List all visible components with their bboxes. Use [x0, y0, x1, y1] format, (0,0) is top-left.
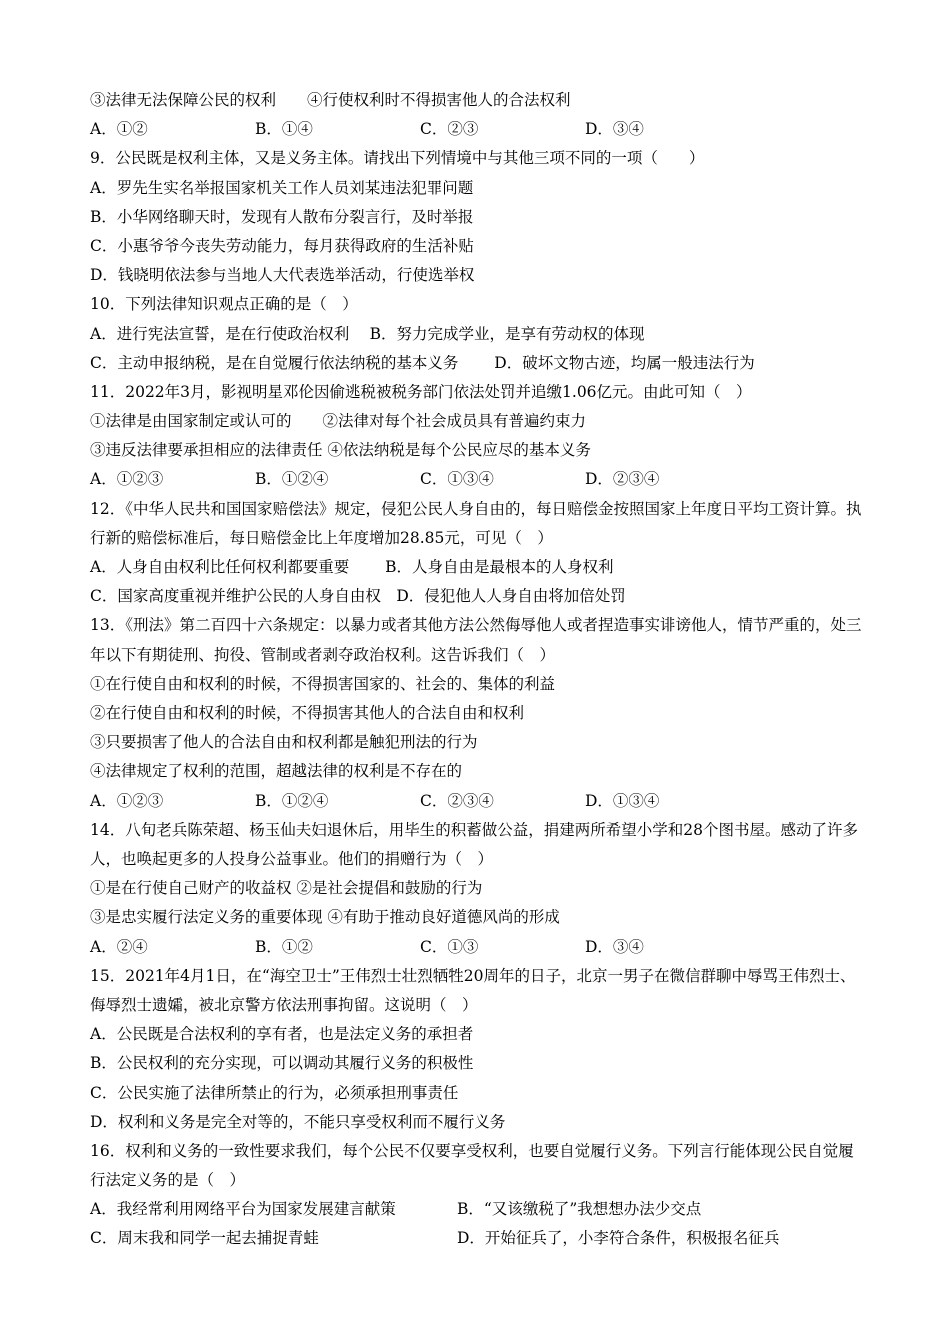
option-c: C．①③④	[420, 470, 494, 489]
options-ab: A．人身自由权利比任何权利都要重要 B．人身自由是最根本的人身权利	[90, 558, 614, 577]
option-c: C．周末我和同学一起去捕捉青蛙	[90, 1229, 319, 1248]
option-b: B．公民权利的充分实现，可以调动其履行义务的积极性	[90, 1054, 474, 1073]
statement-line: ②在行使自由和权利的时候，不得损害其他人的合法自由和权利	[90, 704, 525, 722]
option-a: A．罗先生实名举报国家机关工作人员刘某违法犯罪问题	[90, 178, 474, 197]
option-c: C．公民实施了法律所禁止的行为，必须承担刑事责任	[90, 1083, 459, 1102]
statement-line: ③法律无法保障公民的权利 ④行使权利时不得损害他人的合法权利	[90, 91, 571, 109]
statement-line: ①法律是由国家制定或认可的 ②法律对每个社会成员具有普遍约束力	[90, 412, 587, 431]
option-d: D．②③④	[585, 470, 660, 489]
option-b: B．①②	[255, 937, 313, 956]
option-a: A．①②③	[90, 791, 164, 810]
options-cd: C．主动申报纳税，是在自觉履行依法纳税的基本义务 D．破坏文物古迹，均属一般违法行为	[90, 353, 755, 372]
option-d: D．钱晓明依法参与当地人大代表选举活动，行使选举权	[90, 266, 475, 285]
option-a: A．①②③	[90, 470, 164, 489]
option-c: C．小惠爷爷今丧失劳动能力，每月获得政府的生活补贴	[90, 236, 474, 255]
question-9: 9．公民既是权利主体，又是义务主体。请找出下列情境中与其他三项不同的一项（ ）	[90, 149, 705, 168]
question-15: 15．2021年4月1日，在“海空卫士”王伟烈士壮烈牺牲20周年的日子，北京一男子在微信群聊中辱骂王伟烈士、侮辱烈士遗孀，被北京警方依法刑事拘留。这说明（ ）	[90, 966, 856, 1014]
option-b: B．①④	[255, 120, 313, 139]
option-c: C．②③	[420, 120, 479, 139]
statement-line: ①在行使自由和权利的时候，不得损害国家的、社会的、集体的利益	[90, 674, 556, 693]
statement-line: ①是在行使自己财产的收益权 ②是社会提倡和鼓励的行为	[90, 879, 483, 898]
exam-page	[90, 86, 865, 1254]
option-b: B．①②④	[255, 791, 329, 810]
option-c: C．①③	[420, 937, 479, 956]
option-a: A．①②	[90, 120, 148, 139]
question-14: 14．八旬老兵陈荣超、杨玉仙夫妇退休后，用毕生的积蓄做公益，捐建两所希望小学和28个图书屋。感动了许多人，也唤起更多的人投身公益事业。他们的捐赠行为（ ）	[90, 820, 858, 868]
option-d: D．权利和义务是完全对等的，不能只享受权利而不履行义务	[90, 1112, 506, 1131]
statement-line: ④法律规定了权利的范围，超越法律的权利是不存在的	[90, 762, 463, 781]
statement-line: ③违反法律要承担相应的法律责任 ④依法纳税是每个公民应尽的基本义务	[90, 441, 591, 460]
answer-options	[90, 787, 865, 816]
option-d: D．开始征兵了，小李符合条件，积极报名征兵	[457, 1229, 780, 1248]
option-b: B．①②④	[255, 470, 329, 489]
answer-options	[90, 933, 865, 962]
question-12: 12．《中华人民共和国国家赔偿法》规定，侵犯公民人身自由的，每日赔偿金按照国家上年度日平均工资计算。执行新的赔偿标准后，每日赔偿金比上年度增加28.85元，可见（ ）	[90, 499, 862, 547]
statement-line: ③只要损害了他人的合法自由和权利都是触犯刑法的行为	[90, 733, 478, 752]
option-b: B．“又该缴税了”我想想办法少交点	[457, 1200, 702, 1219]
question-16: 16．权利和义务的一致性要求我们，每个公民不仅要享受权利，也要自觉履行义务。下列言行能体现公民自觉履行法定义务的是（ ）	[90, 1141, 854, 1190]
option-d: D．③④	[585, 937, 644, 956]
question-11: 11．2022年3月，影视明星邓伦因偷逃税被税务部门依法处罚并追缴1.06亿元。由此可知（ ）	[90, 382, 752, 401]
question-13: 13．《刑法》第二百四十六条规定：以暴力或者其他方法公然侮辱他人或者捏造事实诽谤他人，情节严重的，处三年以下有期徒刑、拘役、管制或者剥夺政治权利。这告诉我们（ ）	[90, 616, 862, 664]
options-ab	[90, 1195, 865, 1224]
options-cd: C．国家高度重视并维护公民的人身自由权 D．侵犯他人人身自由将加倍处罚	[90, 587, 626, 606]
options-cd	[90, 1224, 865, 1253]
statement-line: ③是忠实履行法定义务的重要体现 ④有助于推动良好道德风尚的形成	[90, 908, 560, 927]
option-d: D．①③④	[585, 791, 660, 810]
option-b: B．小华网络聊天时，发现有人散布分裂言行，及时举报	[90, 207, 474, 226]
options-ab: A．进行宪法宣誓，是在行使政治权利 B．努力完成学业，是享有劳动权的体现	[90, 324, 645, 343]
answer-options	[90, 465, 865, 494]
question-10: 10．下列法律知识观点正确的是（ ）	[90, 295, 358, 314]
answer-options	[90, 115, 865, 144]
option-d: D．③④	[585, 120, 644, 139]
option-a: A．公民既是合法权利的享有者，也是法定义务的承担者	[90, 1025, 474, 1044]
option-a: A．②④	[90, 937, 148, 956]
option-c: C．②③④	[420, 791, 494, 810]
option-a: A．我经常利用网络平台为国家发展建言献策	[90, 1200, 396, 1219]
